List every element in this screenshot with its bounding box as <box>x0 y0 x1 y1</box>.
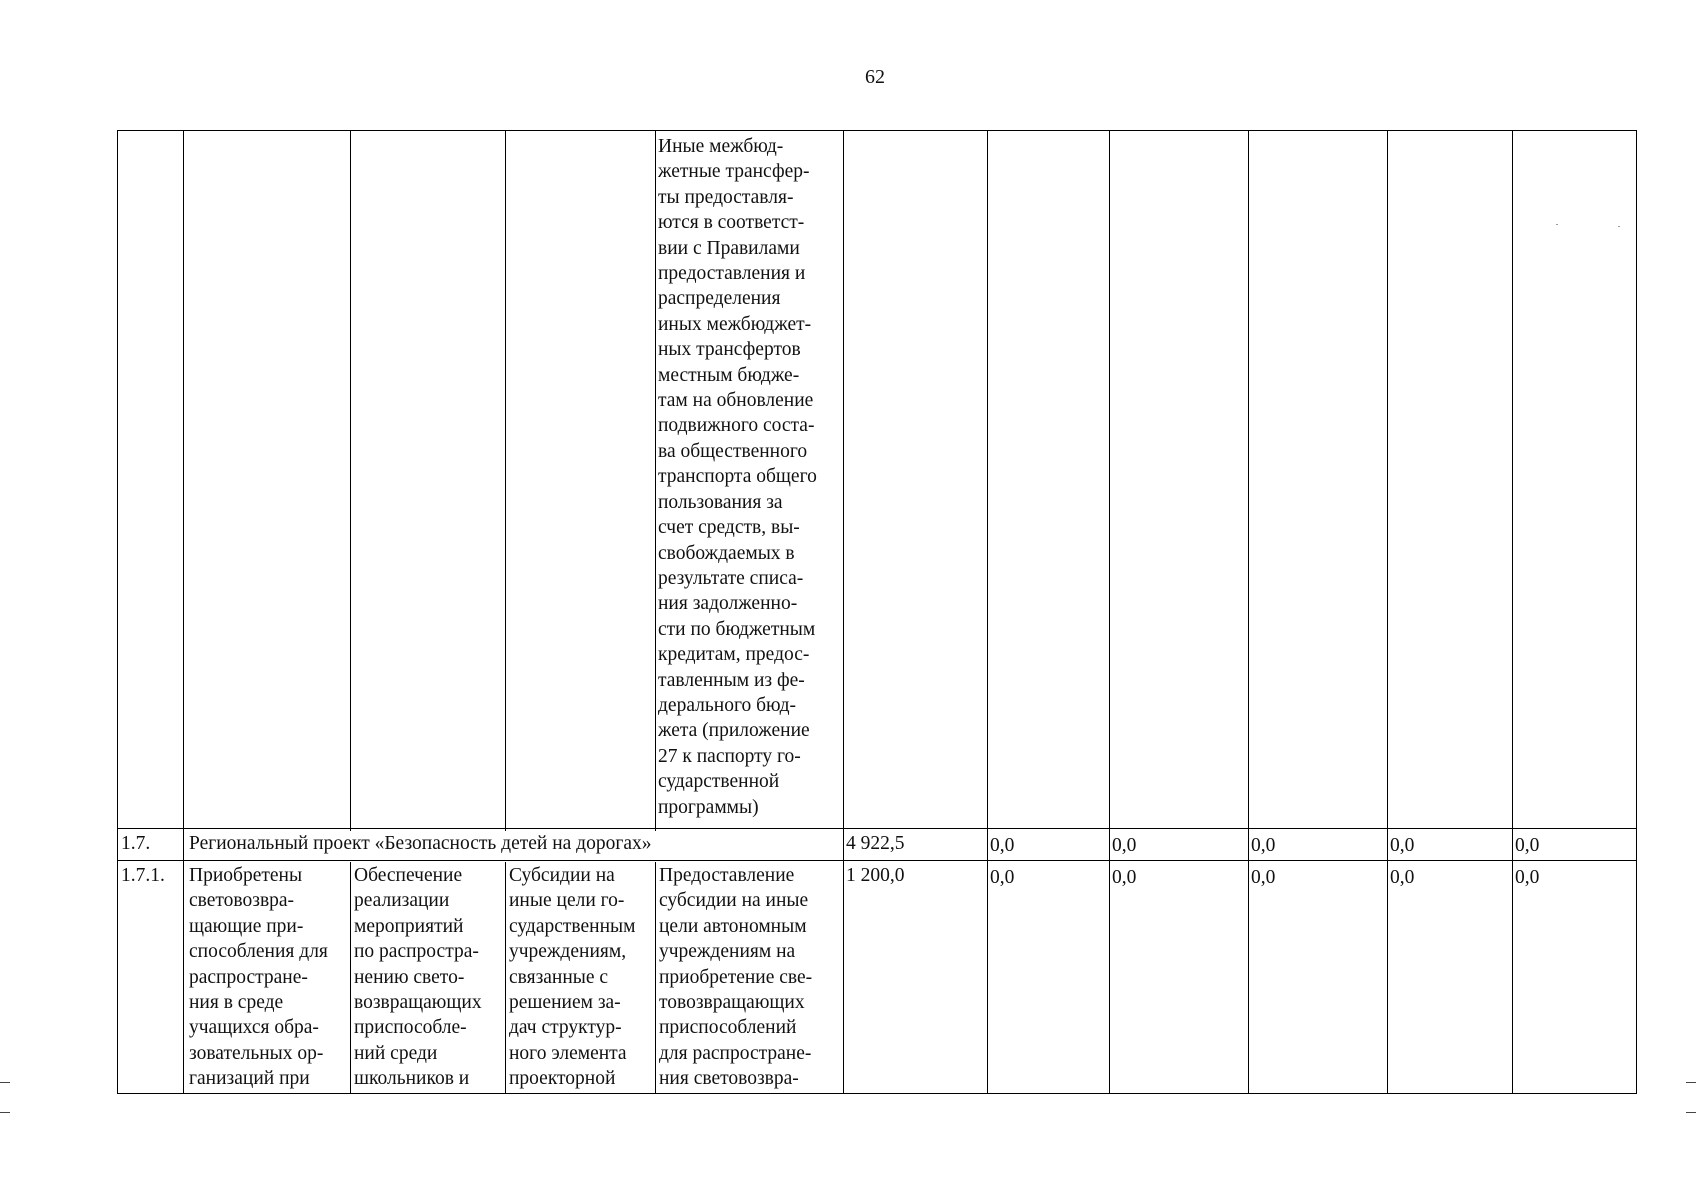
page-number: 62 <box>865 66 885 88</box>
scan-speck <box>1618 226 1620 227</box>
project-title: Региональный проект «Безопасность детей на дорогах» <box>189 833 652 854</box>
result-cell: Приобретены световозвра- щающие при- способления для распростране- ния в среде учащихся обра- зовательных ор- ганизаций при <box>189 865 328 1090</box>
column-divider <box>987 131 988 1093</box>
column-divider <box>655 131 656 831</box>
row-number: 1.7.1. <box>121 865 165 886</box>
scan-edge-mark <box>1686 1112 1696 1113</box>
year-value: 0,0 <box>1112 867 1137 888</box>
budget-table <box>117 130 1637 1094</box>
row-divider <box>118 828 1636 829</box>
row-divider <box>118 860 1636 861</box>
column-divider <box>183 131 184 1093</box>
year-value: 0,0 <box>1515 835 1540 856</box>
scan-edge-mark <box>0 1082 10 1083</box>
year-value: 0,0 <box>990 835 1015 856</box>
year-value: 0,0 <box>1390 867 1415 888</box>
column-divider <box>350 862 351 1093</box>
column-divider <box>1387 131 1388 1093</box>
scan-edge-mark <box>0 1112 10 1113</box>
description-cell-continued: Иные межбюд- жетные трансфер- ты предоставля- ются в соответст- вии с Правилами предоставления и распределения иных межбюджет- ных трансфертов местным бюдже- там на обновление подвижного соста- ва общественного транспорта общего пользования за счет средств, вы- свобождаемых в результате списа- ния задолженно- сти по бюджетным кредитам, предос- тавленным из фе- дерального бюд- жета (приложение 27 к паспорту го- сударственной программы) <box>658 136 817 818</box>
column-divider <box>505 862 506 1093</box>
column-divider <box>843 131 844 1093</box>
column-divider <box>350 131 351 831</box>
year-value: 0,0 <box>1390 835 1415 856</box>
scan-speck <box>1556 224 1558 225</box>
total-value: 1 200,0 <box>846 865 905 886</box>
row-number: 1.7. <box>121 833 151 854</box>
column-divider <box>655 862 656 1093</box>
column-divider <box>505 131 506 831</box>
column-divider <box>1109 131 1110 1093</box>
total-value: 4 922,5 <box>846 833 905 854</box>
column-divider <box>1512 131 1513 1093</box>
year-value: 0,0 <box>1515 867 1540 888</box>
purpose-cell: Обеспечение реализации мероприятий по распростра- нению свето- возвращающих приспособле- ний среди школьников и <box>354 865 482 1090</box>
scan-edge-mark <box>1686 1082 1696 1083</box>
column-divider <box>1248 131 1249 1093</box>
type-cell: Субсидии на иные цели го- сударственным учреждениям, связанные с решением за- дач структур- ного элемента проекторной <box>509 865 636 1090</box>
year-value: 0,0 <box>1112 835 1137 856</box>
year-value: 0,0 <box>1251 867 1276 888</box>
year-value: 0,0 <box>990 867 1015 888</box>
description-cell: Предоставление субсидии на иные цели автономным учреждениям на приобретение све- товозвращающих приспособлений для распростране- ния световозвра- <box>659 865 813 1090</box>
year-value: 0,0 <box>1251 835 1276 856</box>
